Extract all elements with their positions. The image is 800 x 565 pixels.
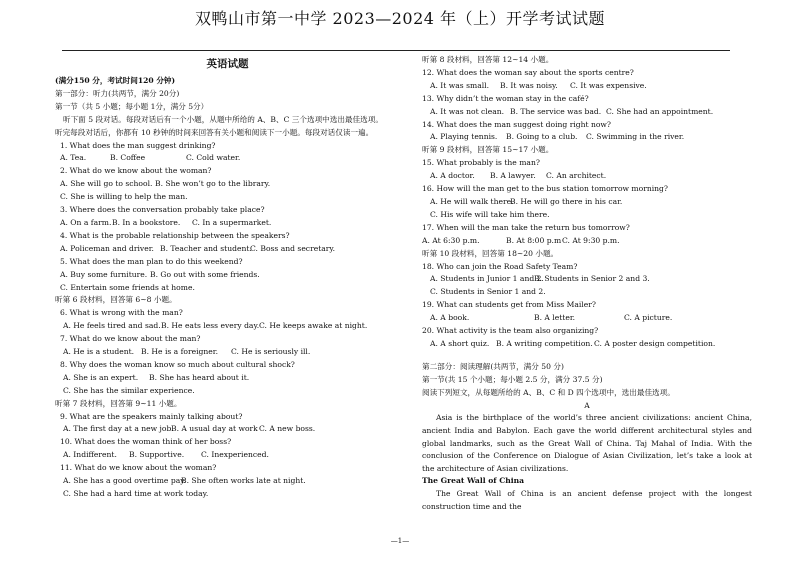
option: B. Go out with some friends. xyxy=(150,269,260,279)
options xyxy=(55,372,400,385)
options xyxy=(55,269,400,282)
question: 5. What does the man plan to do this weekend? xyxy=(60,256,243,266)
option: C. Boss and secretary. xyxy=(250,243,336,253)
question: 11. What do we know about the woman? xyxy=(60,463,217,473)
instruction: 听下面 5 段对话。每段对话后有一个小题，从题中所给的 A、B、C 三个选项中选出最佳选项。 xyxy=(63,114,383,124)
options xyxy=(422,235,752,248)
option: A. It was small. xyxy=(430,80,490,90)
passage-paragraph: Asia is the birthplace of the world’s three ancient civilizations: ancient China, ancient India and Babylon. Each gave the world different architectural styles and global landmarks, such as the Great Wall of China. Taj Mahal of India. With the conclusion of the Conference on Dialogue of Asian Civilization, let’s take a look at the architecture of Asian civilizations. xyxy=(422,413,752,473)
option: B. He is a foreigner. xyxy=(141,347,219,357)
option: A. A short quiz. xyxy=(430,338,490,348)
option: C. An architect. xyxy=(546,171,607,181)
option: A. He will walk there. xyxy=(430,196,514,206)
passage-heading: The Great Wall of China xyxy=(422,476,525,486)
options xyxy=(422,170,752,183)
option: A. Indifferent. xyxy=(63,450,117,460)
option: A. A doctor. xyxy=(430,171,475,181)
option: B. He will go there in his car. xyxy=(510,196,623,206)
option: A. Buy some furniture. xyxy=(60,269,148,279)
listening-material-heading: 听第 7 段材料，回答第 9~11 小题。 xyxy=(55,398,182,408)
question: 17. When will the man take the return bus tomorrow? xyxy=(422,222,630,232)
options xyxy=(422,196,752,209)
exam-meta: (满分150 分，考试时间120 分钟) xyxy=(55,76,176,85)
question: 1. What does the man suggest drinking? xyxy=(60,140,216,150)
page-title: 双鸭山市第一中学 2023—2024 年（上）开学考试试题 xyxy=(194,9,606,28)
option: C. Swimming in the river. xyxy=(586,132,685,142)
option: C. It was expensive. xyxy=(570,80,647,90)
option: B. Teacher and student. xyxy=(160,243,252,253)
option: C. Entertain some friends at home. xyxy=(60,282,195,292)
question: 4. What is the probable relationship between the speakers? xyxy=(60,230,290,240)
option: A. A book. xyxy=(430,313,470,323)
option: B. He eats less every day. xyxy=(161,321,260,331)
question: 19. What can students get from Miss Mailer? xyxy=(422,300,596,310)
question: 12. What does the woman say about the sports centre? xyxy=(422,67,634,77)
options xyxy=(422,338,752,351)
options xyxy=(55,178,400,191)
option: B. Going to a club. xyxy=(506,132,578,142)
options xyxy=(422,312,752,325)
section-heading: 第一节(共 15 个小题；每小题 2.5 分，满分 37.5 分) xyxy=(422,374,603,384)
option: B. The service was bad. xyxy=(510,106,602,116)
option: C. He keeps awake at night. xyxy=(259,321,368,331)
option: B. She has heard about it. xyxy=(149,372,250,382)
option: A. Policeman and driver. xyxy=(60,243,154,253)
question: 13. Why didn’t the woman stay in the café? xyxy=(422,93,589,103)
question: 15. What probably is the man? xyxy=(422,158,540,168)
page-number: —1— xyxy=(390,537,410,545)
option: C. She has the similar experience. xyxy=(63,385,195,395)
option: B. She often works late at night. xyxy=(181,476,306,486)
option: C. A poster design competition. xyxy=(594,338,716,348)
part-heading: 第二部分：阅读理解(共两节，满分 50 分) xyxy=(422,361,564,371)
option: C. At 9:30 p.m. xyxy=(562,235,620,245)
question: 10. What does the woman think of her boss? xyxy=(60,437,232,447)
option: A. The first day at a new job. xyxy=(63,424,174,434)
right-column xyxy=(422,54,752,514)
question: 14. What does the man suggest doing right now? xyxy=(422,119,612,129)
options xyxy=(422,106,752,119)
option: B. A letter. xyxy=(534,313,576,323)
option: A. It was not clean. xyxy=(430,106,505,116)
option: A. Playing tennis. xyxy=(430,132,498,142)
question: 9. What are the speakers mainly talking about? xyxy=(60,411,243,421)
question: 18. Who can join the Road Safety Team? xyxy=(422,261,578,271)
question: 20. What activity is the team also organizing? xyxy=(422,326,599,336)
option: B. Coffee xyxy=(110,153,146,163)
passage-label: A xyxy=(584,400,590,410)
option: B. A lawyer. xyxy=(490,171,536,181)
option: B. A writing competition. xyxy=(496,338,593,348)
options xyxy=(422,273,752,286)
options xyxy=(55,217,400,230)
options xyxy=(55,152,400,165)
options xyxy=(55,346,400,359)
option: B. In a bookstore. xyxy=(112,217,181,227)
listening-material-heading: 听第 9 段材料，回答第 15~17 小题。 xyxy=(422,145,554,155)
part-heading: 第一部分：听力(共两节，满分 20分) xyxy=(55,88,180,98)
options xyxy=(55,423,400,436)
option: B. A usual day at work xyxy=(171,424,258,434)
options xyxy=(55,243,400,256)
option: C. She had a hard time at work today. xyxy=(63,489,209,498)
option: C. A picture. xyxy=(624,313,673,323)
options xyxy=(422,131,752,144)
option: C. A new boss. xyxy=(259,424,316,434)
option: B. She won’t go to the library. xyxy=(155,179,271,189)
options xyxy=(55,475,400,488)
option: C. Students in Senior 1 and 2. xyxy=(430,287,546,297)
option: A. She is an expert. xyxy=(63,372,139,382)
option: C. He is seriously ill. xyxy=(231,347,311,357)
option: A. He is a student. xyxy=(63,347,135,357)
option: B. At 8:00 p.m xyxy=(506,235,562,245)
option: C. She is willing to help the man. xyxy=(60,192,188,202)
question: 8. Why does the woman know so much about cultural shock? xyxy=(60,359,295,369)
option: C. Inexperienced. xyxy=(201,450,269,460)
header-rule xyxy=(62,50,730,51)
option: A. She will go to school. xyxy=(60,179,153,189)
option: B. Supportive. xyxy=(129,450,185,460)
question: 2. What do we know about the woman? xyxy=(60,166,212,176)
options xyxy=(55,320,400,333)
question: 6. What is wrong with the man? xyxy=(60,308,183,318)
question: 3. Where does the conversation probably take place? xyxy=(60,205,265,215)
question: 16. How will the man get to the bus station tomorrow morning? xyxy=(422,184,668,194)
option: C. Cold water. xyxy=(186,153,241,163)
option: C. His wife will take him there. xyxy=(430,209,550,219)
options xyxy=(55,449,400,462)
option: B. It was noisy. xyxy=(500,80,558,90)
question: 7. What do we know about the man? xyxy=(60,334,201,344)
listening-material-heading: 听第 10 段材料，回答第 18~20 小题。 xyxy=(422,248,559,258)
option: A. At 6:30 p.m. xyxy=(422,235,480,245)
instruction: 听完每段对话后，你都有 10 秒钟的时间来回答有关小题和阅读下一小题。每段对话仅读一遍。 xyxy=(55,127,374,137)
option: A. She has a good overtime pay. xyxy=(63,476,186,486)
option: A. Students in Junior 1 and 2. xyxy=(430,274,544,284)
option: A. He feels tired and sad. xyxy=(63,321,161,331)
passage-paragraph: The Great Wall of China is an ancient defense project with the longest construction time and the xyxy=(422,489,752,511)
option: A. Tea. xyxy=(60,153,87,163)
option: B. Students in Senior 2 and 3. xyxy=(534,274,650,284)
listening-material-heading: 听第 8 段材料，回答第 12~14 小题。 xyxy=(422,55,554,64)
section-heading: 第一节（共 5 小题；每小题 1分，满分 5分） xyxy=(55,101,209,111)
option: C. She had an appointment. xyxy=(606,106,714,116)
listening-material-heading: 听第 6 段材料，回答第 6~8 小题。 xyxy=(55,295,177,305)
option: A. On a farm. xyxy=(60,217,112,227)
instruction: 阅读下列短文，从每题所给的 A、B、C 和 D 四个选项中，选出最佳选项。 xyxy=(422,387,675,397)
option: C. In a supermarket. xyxy=(192,217,272,227)
left-column xyxy=(55,54,400,501)
options xyxy=(422,80,752,93)
exam-subtitle: 英语试题 xyxy=(206,58,249,70)
